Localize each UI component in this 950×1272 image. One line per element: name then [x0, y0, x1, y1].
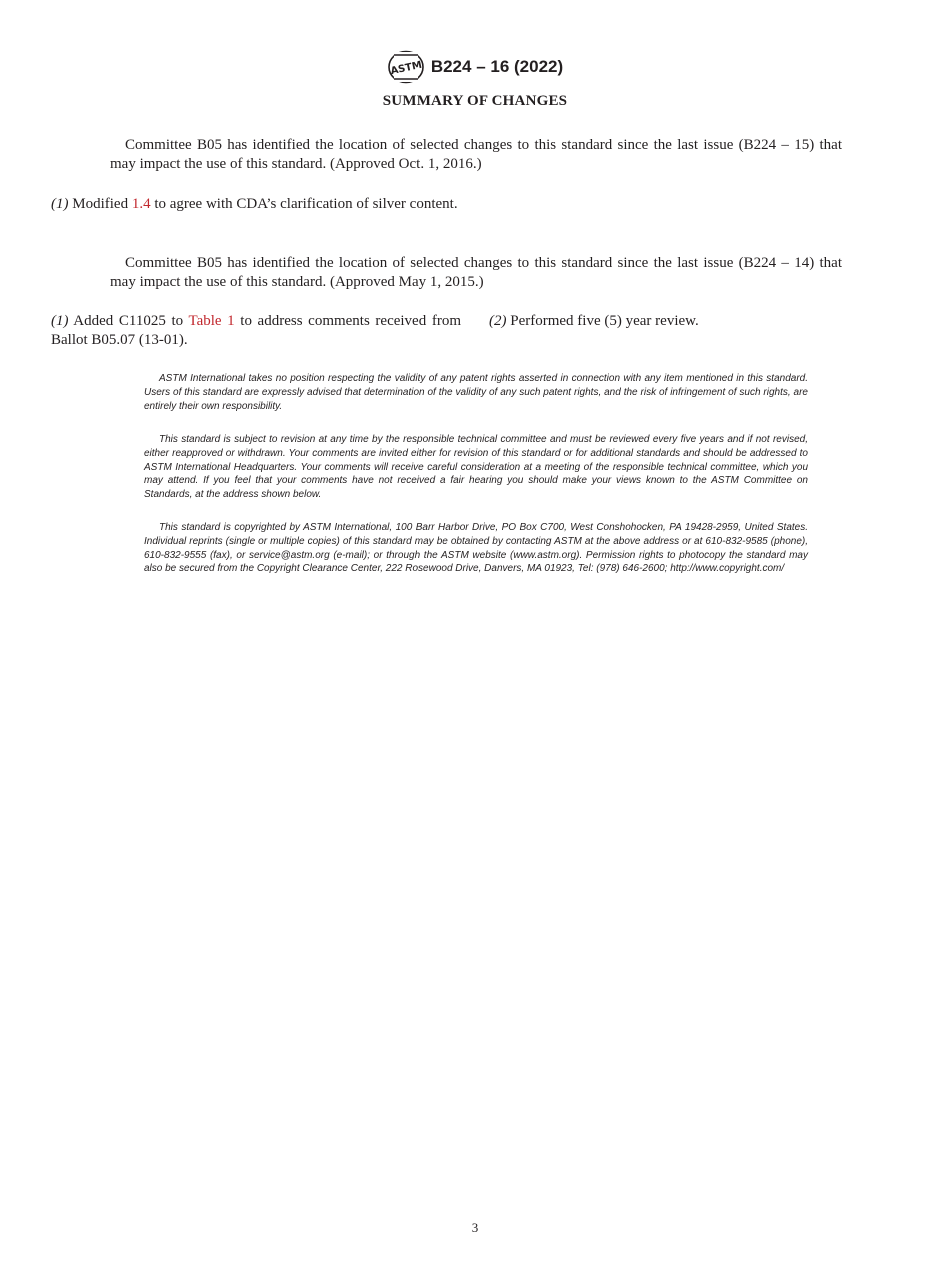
- page-number: 3: [471, 1220, 479, 1235]
- document-header: [0, 50, 950, 84]
- item-text-pre: Added C11025 to: [68, 313, 189, 329]
- revision-notice: This standard is subject to revision at any time by the responsible technical committee and must be reviewed every five years and if not revised, either reapproved or withdrawn. Your comments are invited either for revision of this standard or for additional standards and should be addressed to ASTM International Headquarters. Your comments will receive careful consideration at a meeting of the responsible technical committee, which you may attend. If you feel that your comments have not received a fair hearing you should make your views known to the ASTM Committee on Standards, at the address shown below.: [144, 434, 808, 501]
- change-item: [51, 312, 461, 349]
- change-item: [51, 195, 461, 214]
- item-text-post: to address comments received from Ballot B05.07 (13-01).: [51, 313, 461, 348]
- item-text-pre: Modified: [68, 196, 132, 212]
- patent-notice: ASTM International takes no position respecting the validity of any patent rights asserted in connection with any item mentioned in this standard. Users of this standard are expressly advised that determination of the validity of any such patent rights, and the risk of infringement of such rights, are entirely their own responsibility.: [144, 373, 808, 412]
- astm-logo-icon: [387, 50, 425, 84]
- item-number: (2): [489, 313, 507, 329]
- change-block-intro: Committee B05 has identified the location of selected changes to this standard since the last issue (B224 – 14) that may impact the use of this standard. (Approved May 1, 2015.): [110, 255, 842, 290]
- change-block-intro: Committee B05 has identified the location of selected changes to this standard since the last issue (B224 – 15) that may impact the use of this standard. (Approved Oct. 1, 2016.): [110, 137, 842, 172]
- change-item: [489, 312, 842, 331]
- item-number: (1): [51, 196, 69, 212]
- copyright-notice: This standard is copyrighted by ASTM International, 100 Barr Harbor Drive, PO Box C700, West Conshohocken, PA 19428-2959, United States. Individual reprints (single or multiple copies) of this standard may be obtained by contacting ASTM at the above address or at 610-832-9585 (phone), 610-832-9555 (fax), or service@astm.org (e-mail); or through the ASTM website (www.astm.org). Permission rights to photocopy the standard may also be secured from the Copyright Clearance Center, 222 Rosewood Drive, Danvers, MA 01923, Tel: (978) 646-2600; http://www.copyright.com/: [144, 522, 808, 575]
- standard-designation: B224 – 16 (2022): [430, 57, 564, 76]
- item-number: (1): [51, 313, 69, 329]
- item-text: Performed five (5) year review.: [506, 313, 699, 329]
- table-1-link[interactable]: Table 1: [188, 313, 235, 329]
- section-1-4-link[interactable]: 1.4: [131, 196, 151, 212]
- summary-heading: SUMMARY OF CHANGES: [382, 93, 568, 109]
- logo-lettering: ASTM: [389, 59, 423, 78]
- item-text-post: to agree with CDA’s clarification of silver content.: [150, 196, 458, 212]
